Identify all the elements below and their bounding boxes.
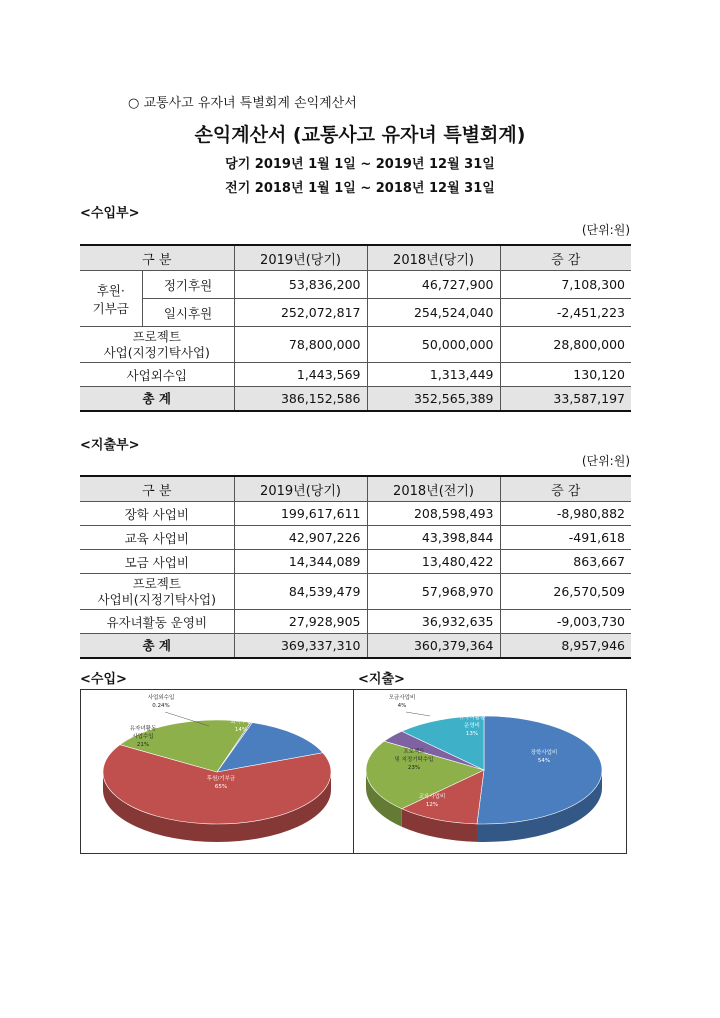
value-2019: 27,928,905 (234, 610, 367, 634)
header-2018: 2018년(당기) (367, 245, 500, 271)
value-diff: 26,570,509 (500, 574, 631, 610)
value-2019: 84,539,479 (234, 574, 367, 610)
table-row (80, 271, 631, 299)
pie-label-4: 유자녀활동 운영비 13% (458, 715, 486, 737)
header-2019: 2019년(당기) (234, 476, 367, 502)
value-2019: 42,907,226 (234, 526, 367, 550)
total-row (80, 387, 631, 411)
table-row (80, 550, 631, 574)
header-diff: 증 감 (500, 245, 631, 271)
value-diff: -491,618 (500, 526, 631, 550)
pie-label-3: 사업외수입 0.24% (147, 695, 175, 709)
table-header-row (80, 245, 631, 271)
income-chart-box (80, 689, 354, 854)
total-2018: 360,379,364 (367, 634, 500, 658)
value-2018: 57,968,970 (367, 574, 500, 610)
period-prior: 전기 2018년 1월 1일 ~ 2018년 12월 31일 (225, 181, 495, 196)
value-diff: -2,451,223 (500, 299, 631, 327)
value-2019: 199,617,611 (234, 502, 367, 526)
income-chart-title: <수입> (80, 672, 127, 687)
value-diff: 28,800,000 (500, 327, 631, 363)
group-label: 후원· 기부금 (80, 271, 142, 327)
income-pie-chart (81, 690, 353, 853)
pie-label-1: 교육사업비 12% (418, 794, 446, 808)
total-diff: 8,957,946 (500, 634, 631, 658)
expense-section-title: <지출부> (80, 438, 140, 453)
total-2019: 369,337,310 (234, 634, 367, 658)
table-row (80, 299, 631, 327)
value-2018: 36,932,635 (367, 610, 500, 634)
table-row (80, 363, 631, 387)
income-section-title: <수입부> (80, 206, 140, 221)
row-label: 정기후원 (142, 271, 234, 299)
expense-chart-title: <지출> (358, 672, 405, 687)
value-diff: 130,120 (500, 363, 631, 387)
value-diff: 7,108,300 (500, 271, 631, 299)
page-title: 손익계산서 (교통사고 유자녀 특별회계) (194, 124, 526, 146)
pie-label-1: 후원/기부금 65% (206, 776, 236, 790)
value-2019: 14,344,089 (234, 550, 367, 574)
value-2019: 78,800,000 (234, 327, 367, 363)
value-diff: 863,667 (500, 550, 631, 574)
expense-unit: (단위:원) (581, 454, 630, 468)
value-2018: 208,598,493 (367, 502, 500, 526)
row-label: 모금 사업비 (80, 550, 234, 574)
table-row (80, 526, 631, 550)
value-diff: -9,003,730 (500, 610, 631, 634)
income-unit: (단위:원) (581, 223, 630, 237)
pie-label-3: 모금사업비 4% (388, 695, 416, 709)
pie-label-2: 유자녀활동 사업수입 21% (129, 726, 157, 748)
row-label: 사업외수입 (80, 363, 234, 387)
header-category: 구 분 (80, 476, 234, 502)
row-label: 일시후원 (142, 299, 234, 327)
value-2018: 50,000,000 (367, 327, 500, 363)
row-label: 장학 사업비 (80, 502, 234, 526)
pie-leader-line (406, 712, 430, 716)
total-2019: 386,152,586 (234, 387, 367, 411)
total-diff: 33,587,197 (500, 387, 631, 411)
value-2018: 254,524,040 (367, 299, 500, 327)
table-header-row (80, 476, 631, 502)
total-row (80, 634, 631, 658)
pie-label-0: 장학사업비 54% (530, 750, 558, 764)
header-2019: 2019년(당기) (234, 245, 367, 271)
value-2018: 13,480,422 (367, 550, 500, 574)
expense-chart-box (353, 689, 627, 854)
pie-label-0: 회비수입 14% (230, 719, 252, 733)
row-label: 프로젝트 사업비(지정기탁사업) (80, 574, 234, 610)
table-row (80, 502, 631, 526)
total-2018: 352,565,389 (367, 387, 500, 411)
row-label: 교육 사업비 (80, 526, 234, 550)
value-2018: 1,313,449 (367, 363, 500, 387)
lead-line: ○ 교통사고 유자녀 특별회계 손익계산서 (128, 96, 357, 111)
value-2019: 1,443,569 (234, 363, 367, 387)
value-2019: 252,072,817 (234, 299, 367, 327)
table-row (80, 610, 631, 634)
table-row (80, 574, 631, 610)
value-2018: 46,727,900 (367, 271, 500, 299)
header-diff: 증 감 (500, 476, 631, 502)
expense-pie-chart (354, 690, 626, 853)
pie-label-2: 프로젝트 및 지정기탁수입 23% (394, 749, 434, 771)
total-label: 총 계 (80, 634, 234, 658)
value-2019: 53,836,200 (234, 271, 367, 299)
value-diff: -8,980,882 (500, 502, 631, 526)
period-current: 당기 2019년 1월 1일 ~ 2019년 12월 31일 (225, 157, 495, 172)
table-row (80, 327, 631, 363)
income-table (80, 244, 631, 412)
row-label: 유자녀활동 운영비 (80, 610, 234, 634)
value-2018: 43,398,844 (367, 526, 500, 550)
total-label: 총 계 (80, 387, 234, 411)
header-category: 구 분 (80, 245, 234, 271)
expense-table (80, 475, 631, 659)
header-2018: 2018년(전기) (367, 476, 500, 502)
row-label: 프로젝트 사업(지정기탁사업) (80, 327, 234, 363)
